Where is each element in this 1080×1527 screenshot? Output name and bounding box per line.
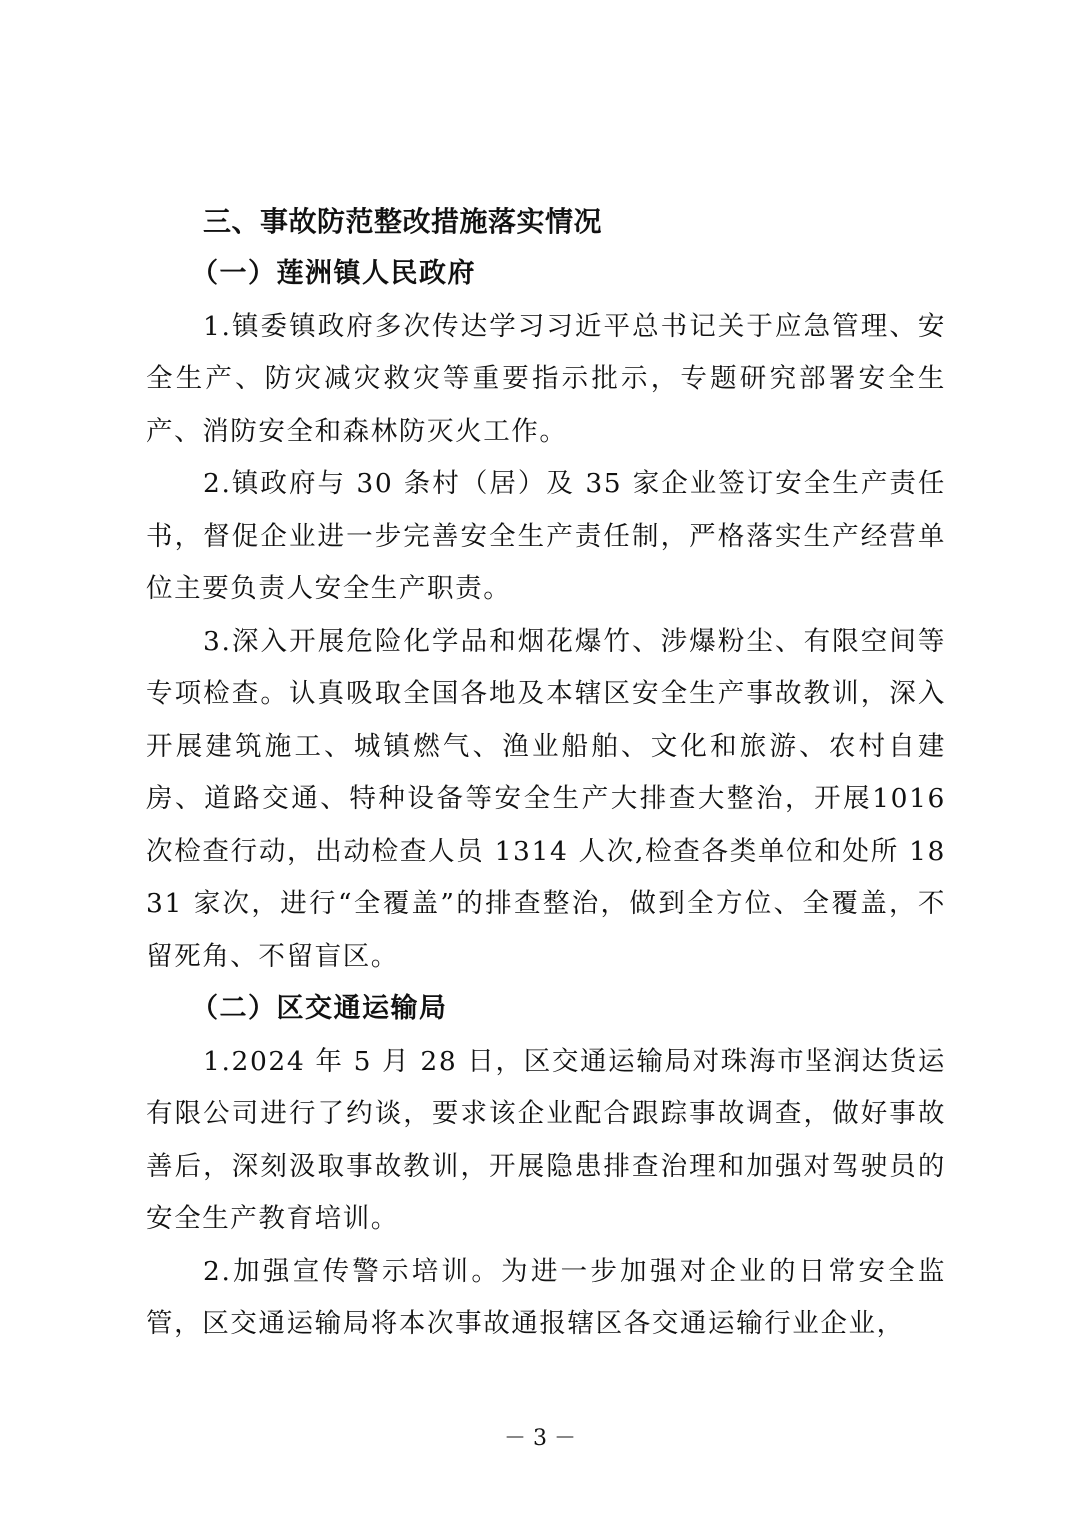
paragraph: 2.加强宣传警示培训。为进一步加强对企业的日常安全监管，区交通运输局将本次事故通报辖区各交通运输行业企业， [146,1255,946,1339]
document-body [146,196,946,1351]
subsection-heading: （二）区交通运输局 [191,993,448,1024]
paragraph: 2.镇政府与 30 条村（居）及 35 家企业签订安全生产责任书，督促企业进一步完善安全生产责任制，严格落实生产经营单位主要负责人安全生产职责。 [146,468,946,604]
paragraph: 1.2024 年 5 月 28 日，区交通运输局对珠海市坚润达货运有限公司进行了约谈，要求该企业配合跟踪事故调查，做好事故善后，深刻汲取事故教训，开展隐患排查治理和加强对驾驶员的安全生产教育培训。 [146,1045,946,1234]
page-number: － 3 － [504,1426,576,1451]
subsection-transport-bureau [146,983,946,1351]
subsection-lianzhou-government [146,248,946,983]
paragraph: 1.镇委镇政府多次传达学习习近平总书记关于应急管理、安全生产、防灾减灾救灾等重要指示批示，专题研究部署安全生产、消防安全和森林防灭火工作。 [146,310,946,447]
section-title: 三、事故防范整改措施落实情况 [203,205,603,238]
subsection-heading: （一）莲洲镇人民政府 [191,258,476,289]
paragraph: 3.深入开展危险化学品和烟花爆竹、涉爆粉尘、有限空间等专项检查。认真吸取全国各地及本辖区安全生产事故教训，深入开展建筑施工、城镇燃气、渔业船舶、文化和旅游、农村自建房、道路交通、特种设备等安全生产大排查大整治，开展1016 次检查行动，出动检查人员 1314 人次,检查各类单位和处所 1831 家次，进行“全覆盖”的排查整治，做到全方位、全覆盖，不留死角、不留盲区。 [146,625,946,972]
